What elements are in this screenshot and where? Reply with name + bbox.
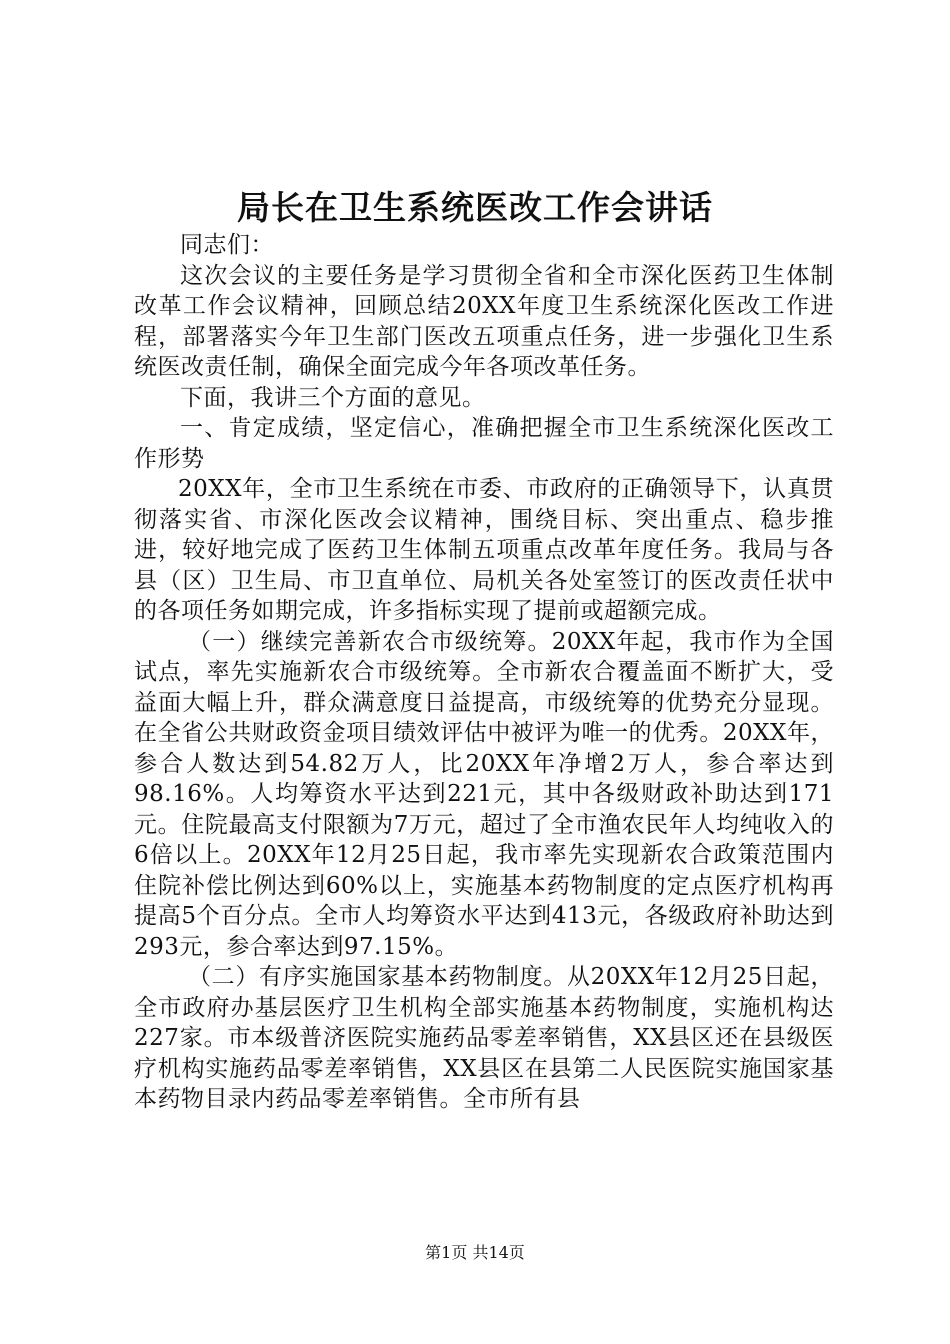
page-footer: 第1页 共14页	[425, 1243, 525, 1262]
body-paragraph: 20XX年，全市卫生系统在市委、市政府的正确领导下，认真贯彻落实省、市深化医改会议精神，围绕目标、突出重点、稳步推进，较好地完成了医药卫生体制五项重点改革年度任务。我局与各县（区）卫生局、市卫直单位、局机关各处室签订的医改责任状中的各项任务如期完成，许多指标实现了提前或超额完成。	[134, 476, 834, 624]
document-title: 局长在卫生系统医改工作会讲话	[237, 188, 713, 227]
body-paragraph: 这次会议的主要任务是学习贯彻全省和全市深化医药卫生体制改革工作会议精神，回顾总结20XX年度卫生系统深化医改工作进程，部署落实今年卫生部门医改五项重点任务，进一步强化卫生系统医改责任制，确保全面完成今年各项改革任务。	[134, 262, 834, 380]
subsection-paragraph: （一）继续完善新农合市级统筹。20XX年起，我市作为全国试点，率先实施新农合市级统筹。全市新农合覆盖面不断扩大，受益面大幅上升，群众满意度日益提高，市级统筹的优势充分显现。在全省公共财政资金项目绩效评估中被评为唯一的优秀。20XX年，参合人数达到54.82万人，比20XX年净增2万人，参合率达到98.16%。人均筹资水平达到221元，其中各级财政补助达到171元。住院最高支付限额为7万元，超过了全市渔农民年人均纯收入的6倍以上。20XX年12月25日起，我市率先实现新农合政策范围内住院补偿比例达到60%以上，实施基本药物制度的定点医疗机构再提高5个百分点。全市人均筹资水平达到413元，各级政府补助达到293元，参合率达到97.15%。	[134, 628, 834, 960]
document-body	[134, 230, 834, 1115]
section-heading: 一、肯定成绩，坚定信心，准确把握全市卫生系统深化医改工作形势	[134, 415, 834, 472]
salutation-paragraph: 同志们：	[180, 232, 274, 258]
subsection-paragraph: （二）有序实施国家基本药物制度。从20XX年12月25日起，全市政府办基层医疗卫生机构全部实施基本药物制度，实施机构达227家。市本级普济医院实施药品零差率销售，XX县区还在县级医疗机构实施药品零差率销售，XX县区在县第二人民医院实施国家基本药物目录内药品零差率销售。全市所有县	[134, 964, 834, 1112]
body-paragraph: 下面，我讲三个方面的意见。	[180, 384, 486, 411]
